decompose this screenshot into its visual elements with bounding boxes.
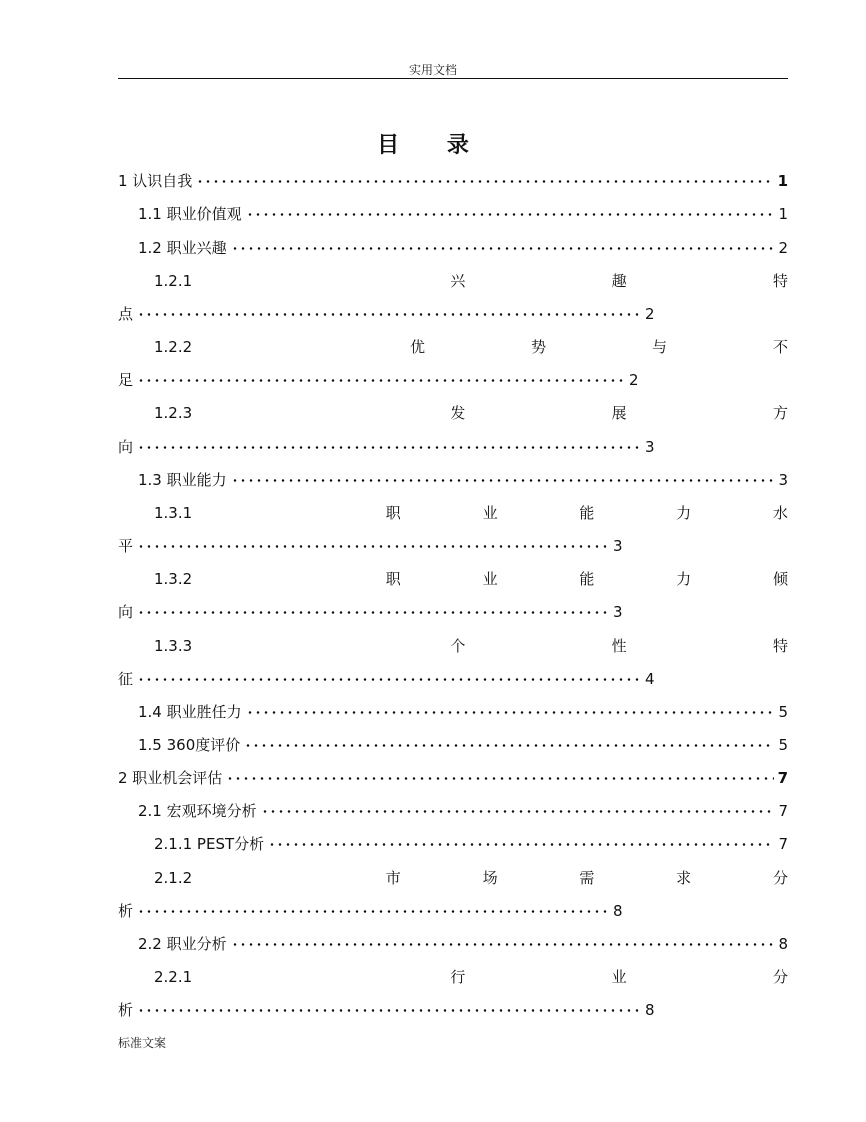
toc-entry-1-2-3-cont[interactable]: [118, 435, 788, 459]
toc-entry-char: 性: [611, 637, 627, 655]
toc-leader-dots: [137, 545, 609, 548]
toc-entry-1-3-2-cont[interactable]: [118, 600, 788, 624]
toc-entry-number: 2.1.2: [154, 869, 193, 887]
toc-entry-label: 2.2 职业分析: [138, 935, 227, 953]
toc-entry-char: 优: [409, 338, 425, 356]
page-footer-text: 标准文案: [118, 1036, 167, 1050]
toc-page-number: 8: [645, 1001, 655, 1019]
toc-entry-2-1-1[interactable]: [118, 832, 788, 856]
toc-leader-dots: [137, 1009, 641, 1012]
toc-entry-char: 展: [611, 404, 627, 422]
toc-page-number: 5: [778, 736, 788, 754]
toc-entry-char: 业: [482, 504, 498, 522]
header-rule: [118, 78, 788, 79]
toc-leader-dots: [231, 943, 775, 946]
toc-entry-number: 1.3.3: [154, 637, 193, 655]
page-header-text: 实用文档: [408, 63, 457, 77]
toc-entry-label: 1.3 职业能力: [138, 471, 227, 489]
toc-entry-char: 场: [482, 869, 498, 887]
toc-entry-char: 个: [450, 637, 466, 655]
toc-entry-char: 行: [450, 968, 466, 986]
toc-entry-1-2-1[interactable]: [118, 269, 790, 293]
toc-entry-char: 方: [772, 404, 788, 422]
toc-entry-char: 能: [579, 570, 595, 588]
toc-leader-dots: [246, 213, 775, 216]
toc-entry-label: 点: [118, 305, 134, 323]
toc-entry-label: 平: [118, 537, 134, 555]
toc-entry-char: 水: [772, 504, 788, 522]
toc-page-number: 3: [613, 537, 623, 555]
toc-entry-label: 1.5 360度评价: [138, 736, 241, 754]
toc-leader-dots: [137, 379, 625, 382]
toc-entry-label: 析: [118, 902, 134, 920]
toc-page-number: 3: [613, 603, 623, 621]
toc-entry-1-4[interactable]: [118, 700, 788, 724]
toc-entry-char: 职: [385, 504, 401, 522]
toc-entry-char: 趣: [611, 272, 627, 290]
toc-leader-dots: [137, 313, 641, 316]
toc-page-number: 1: [777, 172, 788, 190]
toc-entry-1-2-3[interactable]: [118, 401, 790, 425]
toc-entry-label: 析: [118, 1001, 134, 1019]
toc-entry-2-1-2[interactable]: [118, 866, 790, 890]
toc-entry-1-3-2[interactable]: [118, 567, 790, 591]
toc-entry-char: 力: [676, 570, 692, 588]
toc-entry-char: 市: [385, 869, 401, 887]
toc-entry-label: 1.4 职业胜任力: [138, 703, 242, 721]
toc-entry-char: 分: [772, 869, 788, 887]
toc-entry-char: 发: [450, 404, 466, 422]
toc-entry-2-2-1[interactable]: [118, 965, 790, 989]
toc-leader-dots: [231, 247, 775, 250]
toc-entry-number: 1.2.1: [154, 272, 193, 290]
toc-page-number: 3: [778, 471, 788, 489]
toc-page-number: 2: [645, 305, 655, 323]
toc-page-number: 2: [778, 239, 788, 257]
toc-entry-2[interactable]: [118, 766, 788, 790]
toc-page-number: 2: [629, 371, 639, 389]
toc-entry-2-2-1-cont[interactable]: [118, 998, 788, 1022]
toc-page-number: 7: [777, 769, 788, 787]
toc-leader-dots: [137, 910, 609, 913]
toc-entry-char: 倾: [772, 570, 788, 588]
toc-entry-1-3[interactable]: [118, 468, 788, 492]
toc-entry-char: 兴: [450, 272, 466, 290]
toc-leader-dots: [268, 843, 774, 846]
toc-entry-label: 征: [118, 670, 134, 688]
toc-entry-label: 1 认识自我: [118, 172, 193, 190]
toc-entry-1-2-2[interactable]: [118, 335, 790, 359]
toc-entry-label: 向: [118, 603, 134, 621]
toc-entry-label: 向: [118, 438, 134, 456]
toc-entry-number: 1.3.2: [154, 570, 193, 588]
toc-entry-1-2-1-cont[interactable]: [118, 302, 788, 326]
toc-page-number: 4: [645, 670, 655, 688]
toc-entry-number: 1.2.2: [154, 338, 193, 356]
toc-entry-1-2[interactable]: [118, 236, 788, 260]
toc-entry-char: 分: [772, 968, 788, 986]
toc-entry-1-3-3[interactable]: [118, 634, 790, 658]
toc-leader-dots: [196, 180, 773, 183]
toc-entry-char: 职: [385, 570, 401, 588]
toc-leader-dots: [226, 777, 773, 780]
toc-leader-dots: [261, 810, 775, 813]
toc-entry-label: 2.1 宏观环境分析: [138, 802, 257, 820]
toc-page-number: 5: [778, 703, 788, 721]
toc-page-number: 1: [778, 205, 788, 223]
toc-entry-1[interactable]: [118, 169, 788, 193]
toc-page-number: 7: [778, 835, 788, 853]
toc-entry-1-3-1-cont[interactable]: [118, 534, 788, 558]
toc-entry-char: 不: [772, 338, 788, 356]
toc-entry-2-1[interactable]: [118, 799, 788, 823]
toc-entry-2-1-2-cont[interactable]: [118, 899, 788, 923]
toc-entry-char: 势: [530, 338, 546, 356]
toc-title: 目 录: [377, 133, 489, 158]
toc-leader-dots: [231, 479, 775, 482]
toc-page-number: 8: [778, 935, 788, 953]
toc-entry-label: 足: [118, 371, 134, 389]
toc-entry-1-2-2-cont[interactable]: [118, 368, 788, 392]
toc-entry-2-2[interactable]: [118, 932, 788, 956]
toc-entry-number: 1.3.1: [154, 504, 193, 522]
toc-entry-char: 求: [676, 869, 692, 887]
toc-entry-1-1[interactable]: [118, 202, 788, 226]
toc-entry-label: 2.1.1 PEST分析: [154, 835, 265, 853]
toc-entry-char: 业: [482, 570, 498, 588]
toc-leader-dots: [244, 744, 774, 747]
toc-entry-char: 需: [579, 869, 595, 887]
toc-entry-char: 特: [772, 272, 788, 290]
toc-leader-dots: [137, 446, 641, 449]
toc-entry-1-5[interactable]: [118, 733, 788, 757]
toc-entry-char: 特: [772, 637, 788, 655]
toc-leader-dots: [137, 678, 641, 681]
toc-entry-1-3-3-cont[interactable]: [118, 667, 788, 691]
toc-leader-dots: [137, 611, 609, 614]
toc-entry-char: 业: [611, 968, 627, 986]
toc-entry-label: 1.2 职业兴趣: [138, 239, 227, 257]
toc-entry-label: 1.1 职业价值观: [138, 205, 242, 223]
toc-page-number: 3: [645, 438, 655, 456]
toc-page-number: 7: [778, 802, 788, 820]
toc-leader-dots: [246, 711, 775, 714]
toc-entry-number: 1.2.3: [154, 404, 193, 422]
toc-entry-1-3-1[interactable]: [118, 501, 790, 525]
toc-entry-char: 与: [651, 338, 667, 356]
toc-entry-number: 2.2.1: [154, 968, 193, 986]
toc-entry-label: 2 职业机会评估: [118, 769, 223, 787]
toc-page-number: 8: [613, 902, 623, 920]
toc-entry-char: 能: [579, 504, 595, 522]
toc-entry-char: 力: [676, 504, 692, 522]
